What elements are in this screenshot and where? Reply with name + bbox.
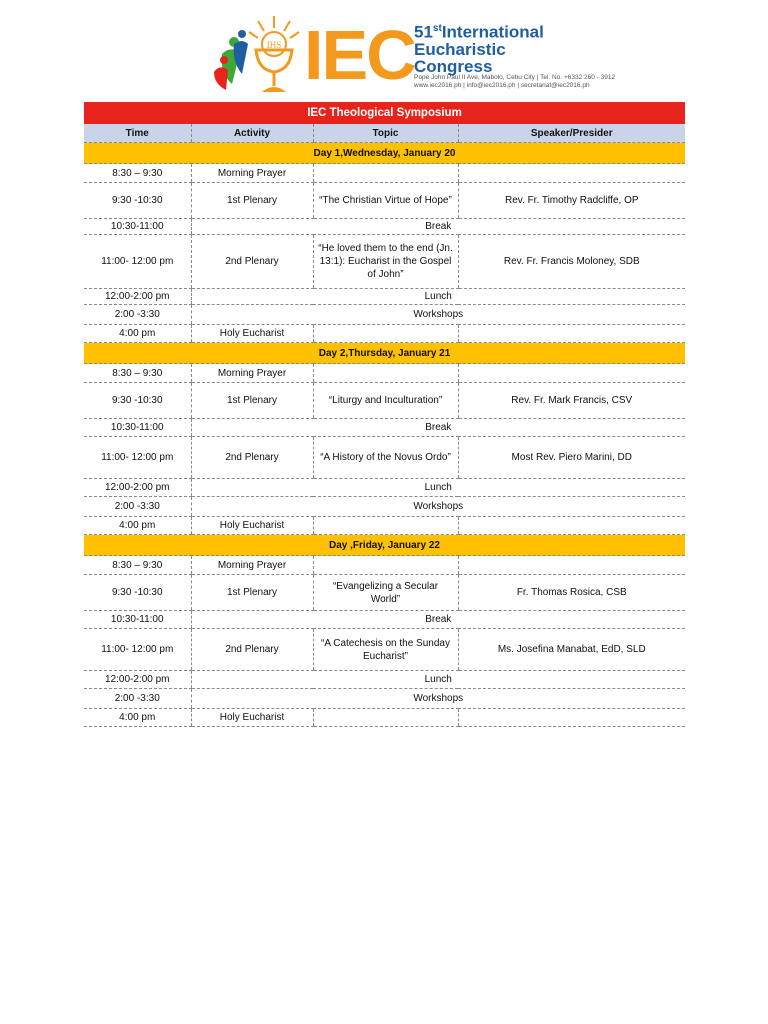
cell-topic: Lunch: [191, 479, 685, 497]
congress-line2: Eucharistic: [414, 39, 506, 59]
table-row: [84, 611, 685, 629]
cell-time: 2:00 -3:30: [84, 689, 191, 709]
table-row: [84, 629, 685, 671]
table-row: [84, 709, 685, 727]
symposium-schedule-table: [84, 102, 685, 727]
cell-time: 4:00 pm: [84, 325, 191, 343]
cell-topic: “He loved them to the end (Jn. 13:1): Eucharist in the Gospel of John”: [313, 235, 458, 289]
congress-line1: International: [441, 22, 544, 42]
congress-suffix: st: [432, 23, 442, 34]
cell-time: 10:30-11:00: [84, 611, 191, 629]
cell-activity: Holy Eucharist: [191, 325, 313, 343]
cell-speaker: [458, 164, 685, 183]
cell-time: 11:00- 12:00 pm: [84, 437, 191, 479]
cell-speaker: Rev. Fr. Timothy Radcliffe, OP: [458, 183, 685, 219]
cell-activity: Morning Prayer: [191, 556, 313, 575]
day-label: Day 1,Wednesday, January 20: [84, 143, 685, 164]
table-row: [84, 671, 685, 689]
cell-time: 11:00- 12:00 pm: [84, 629, 191, 671]
cell-speaker: Rev. Fr. Mark Francis, CSV: [458, 383, 685, 419]
cell-time: 8:30 – 9:30: [84, 164, 191, 183]
cell-time: 2:00 -3:30: [84, 497, 191, 517]
cell-time: 10:30-11:00: [84, 419, 191, 437]
cell-time: 2:00 -3:30: [84, 305, 191, 325]
cell-topic: Workshops: [191, 305, 685, 325]
table-row: [84, 575, 685, 611]
day-header-row: [84, 143, 685, 164]
cell-topic: Workshops: [191, 689, 685, 709]
chalice-people-icon: [212, 14, 302, 96]
congress-title: [414, 20, 544, 75]
table-row: [84, 325, 685, 343]
cell-topic: [313, 325, 458, 343]
cell-speaker: [458, 325, 685, 343]
congress-number: 51: [414, 22, 433, 42]
cell-activity: 1st Plenary: [191, 575, 313, 611]
day-label: Day ,Friday, January 22: [84, 535, 685, 556]
cell-time: 9:30 -10:30: [84, 383, 191, 419]
table-row: [84, 219, 685, 235]
column-header-time: Time: [84, 124, 191, 143]
cell-time: 12:00-2:00 pm: [84, 671, 191, 689]
column-header-activity: Activity: [191, 124, 313, 143]
cell-topic: [313, 164, 458, 183]
cell-topic: Break: [191, 419, 685, 437]
cell-time: 8:30 – 9:30: [84, 556, 191, 575]
cell-topic: “Evangelizing a Secular World”: [313, 575, 458, 611]
cell-activity: Morning Prayer: [191, 164, 313, 183]
table-row: [84, 383, 685, 419]
iec-logo: [212, 14, 616, 96]
cell-speaker: [458, 556, 685, 575]
cell-topic: Workshops: [191, 497, 685, 517]
table-row: [84, 305, 685, 325]
contact-info: [414, 74, 615, 90]
cell-topic: Lunch: [191, 289, 685, 305]
cell-time: 9:30 -10:30: [84, 575, 191, 611]
cell-speaker: [458, 517, 685, 535]
cell-time: 8:30 – 9:30: [84, 364, 191, 383]
table-title: IEC Theological Symposium: [84, 102, 685, 124]
cell-topic: Break: [191, 219, 685, 235]
day-header-row: [84, 343, 685, 364]
cell-topic: [313, 556, 458, 575]
cell-topic: [313, 709, 458, 727]
cell-time: 10:30-11:00: [84, 219, 191, 235]
cell-time: 9:30 -10:30: [84, 183, 191, 219]
cell-time: 12:00-2:00 pm: [84, 479, 191, 497]
iec-wordmark: IEC: [304, 16, 415, 94]
cell-time: 4:00 pm: [84, 709, 191, 727]
congress-line3: Congress: [414, 56, 493, 76]
cell-speaker: [458, 709, 685, 727]
column-header-speaker: Speaker/Presider: [458, 124, 685, 143]
cell-topic: Lunch: [191, 671, 685, 689]
cell-activity: 1st Plenary: [191, 183, 313, 219]
cell-topic: Break: [191, 611, 685, 629]
table-row: [84, 556, 685, 575]
cell-speaker: Ms. Josefina Manabat, EdD, SLD: [458, 629, 685, 671]
cell-topic: “The Christian Virtue of Hope”: [313, 183, 458, 219]
cell-topic: [313, 364, 458, 383]
cell-topic: [313, 517, 458, 535]
table-row: [84, 235, 685, 289]
cell-time: 4:00 pm: [84, 517, 191, 535]
cell-speaker: Rev. Fr. Francis Moloney, SDB: [458, 235, 685, 289]
table-row: [84, 419, 685, 437]
cell-activity: 1st Plenary: [191, 383, 313, 419]
schedule-body: [84, 143, 685, 727]
table-row: [84, 183, 685, 219]
table-row: [84, 164, 685, 183]
cell-activity: 2nd Plenary: [191, 235, 313, 289]
table-row: [84, 437, 685, 479]
day-label: Day 2,Thursday, January 21: [84, 343, 685, 364]
table-row: [84, 517, 685, 535]
table-row: [84, 497, 685, 517]
table-row: [84, 689, 685, 709]
table-row: [84, 364, 685, 383]
cell-time: 12:00-2:00 pm: [84, 289, 191, 305]
cell-activity: Morning Prayer: [191, 364, 313, 383]
cell-topic: “A History of the Novus Ordo”: [313, 437, 458, 479]
cell-time: 11:00- 12:00 pm: [84, 235, 191, 289]
cell-activity: 2nd Plenary: [191, 437, 313, 479]
column-header-topic: Topic: [313, 124, 458, 143]
cell-topic: “Liturgy and Inculturation”: [313, 383, 458, 419]
cell-speaker: Most Rev. Piero Marini, DD: [458, 437, 685, 479]
cell-speaker: [458, 364, 685, 383]
cell-activity: 2nd Plenary: [191, 629, 313, 671]
address-line: Pope John Paul II Ave, Mabolo, Cebu City | Tel. No. +6332 260 - 3912: [414, 74, 616, 81]
cell-topic: “A Catechesis on the Sunday Eucharist”: [313, 629, 458, 671]
table-row: [84, 289, 685, 305]
cell-activity: Holy Eucharist: [191, 709, 313, 727]
web-email-line: www.iec2016.ph | info@iec2016.ph | secretariat@iec2016.ph: [414, 82, 590, 89]
day-header-row: [84, 535, 685, 556]
svg-text:IHS: IHS: [266, 40, 282, 50]
cell-speaker: Fr. Thomas Rosica, CSB: [458, 575, 685, 611]
cell-activity: Holy Eucharist: [191, 517, 313, 535]
table-row: [84, 479, 685, 497]
